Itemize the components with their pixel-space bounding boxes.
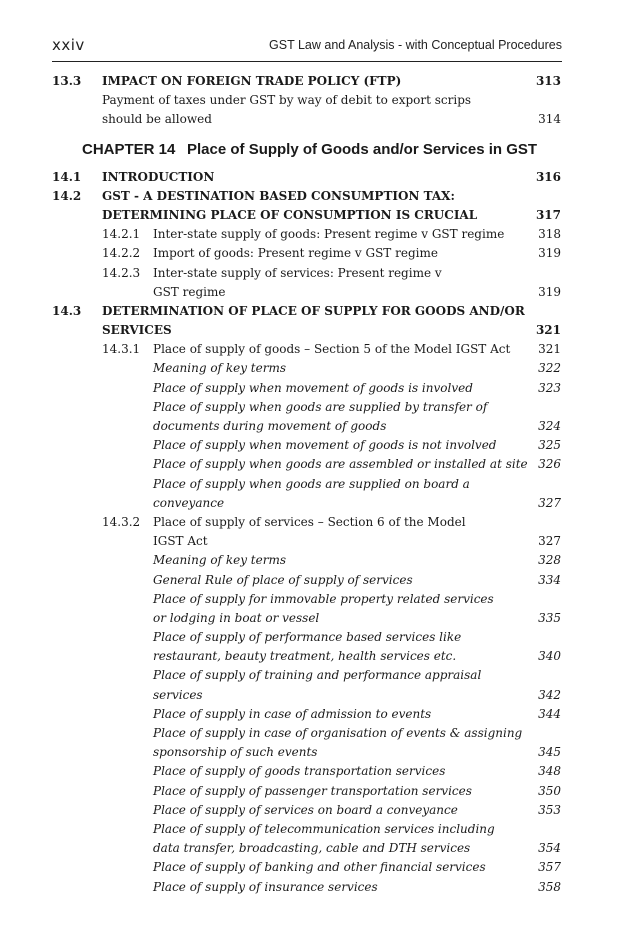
toc-entry[interactable] bbox=[0, 264, 638, 283]
toc-entry[interactable] bbox=[0, 532, 638, 551]
page-ref: 358 bbox=[538, 879, 561, 894]
entry-title: Inter-state supply of services: Present regime v bbox=[153, 265, 442, 280]
toc-entry[interactable] bbox=[0, 820, 638, 839]
entry-title: should be allowed bbox=[102, 112, 212, 127]
page-ref: 353 bbox=[538, 802, 561, 817]
entry-title: documents during movement of goods bbox=[153, 419, 387, 433]
entry-title: DETERMINING PLACE OF CONSUMPTION IS CRUCIAL bbox=[102, 207, 478, 222]
entry-title: Place of supply of goods transportation services bbox=[153, 764, 446, 779]
toc-entry[interactable] bbox=[0, 475, 638, 494]
entry-title: Place of supply in case of organisation of events & assigning bbox=[153, 726, 523, 740]
toc-entry[interactable] bbox=[0, 91, 638, 110]
toc-entry[interactable] bbox=[0, 647, 638, 666]
page-ref: 345 bbox=[538, 745, 561, 760]
page-ref: 354 bbox=[538, 841, 561, 856]
entry-title: Place of supply of insurance services bbox=[153, 879, 378, 894]
entry-title: Place of supply of performance based services like bbox=[153, 630, 462, 645]
toc-entry[interactable] bbox=[0, 436, 638, 455]
toc-entry[interactable] bbox=[0, 782, 638, 801]
page-ref: 327 bbox=[538, 534, 561, 549]
toc-entry[interactable] bbox=[0, 225, 638, 244]
entry-title: Place of supply of telecommunication services including bbox=[153, 821, 495, 836]
toc-entry[interactable] bbox=[0, 302, 638, 321]
toc-entry[interactable] bbox=[0, 551, 638, 570]
toc-entry[interactable] bbox=[0, 417, 638, 436]
entry-title: Place of supply when movement of goods is not involved bbox=[153, 438, 497, 453]
page-ref: 319 bbox=[538, 246, 561, 261]
toc-entry[interactable] bbox=[0, 609, 638, 628]
entry-title: Place of supply of passenger transportation services bbox=[153, 783, 472, 798]
toc-entry[interactable] bbox=[0, 359, 638, 378]
toc-entry[interactable] bbox=[0, 398, 638, 417]
page-ref: 319 bbox=[538, 284, 561, 299]
page-ref: 321 bbox=[538, 342, 561, 357]
section-number: 14.3 bbox=[52, 303, 82, 318]
page-ref: 350 bbox=[538, 783, 561, 798]
chapter-label: CHAPTER 14 bbox=[82, 140, 176, 158]
page-ref: 327 bbox=[538, 495, 561, 510]
page-ref: 322 bbox=[538, 361, 561, 376]
toc-entry[interactable] bbox=[0, 513, 638, 532]
toc-entry[interactable] bbox=[0, 72, 638, 91]
page-ref: 314 bbox=[538, 112, 561, 127]
toc-entry[interactable] bbox=[0, 283, 638, 302]
entry-title: Import of goods: Present regime v GST regime bbox=[153, 246, 438, 261]
entry-title: Place of supply of banking and other financial services bbox=[153, 860, 486, 875]
entry-title: Payment of taxes under GST by way of debit to export scrips bbox=[102, 93, 472, 108]
toc-entry[interactable] bbox=[0, 839, 638, 858]
toc-entry[interactable] bbox=[0, 666, 638, 685]
subsection-number: 14.3.2 bbox=[102, 514, 141, 529]
entry-title: Place of supply of services – Section 6 of the Model bbox=[153, 514, 466, 529]
chapter-title: Place of Supply of Goods and/or Services in GST bbox=[187, 140, 538, 158]
entry-title: Place of supply when goods are supplied by transfer of bbox=[153, 399, 488, 414]
entry-title: IMPACT ON FOREIGN TRADE POLICY (FTP) bbox=[102, 74, 402, 88]
toc-entry[interactable] bbox=[0, 590, 638, 609]
entry-title: Place of supply for immovable property related services bbox=[153, 591, 494, 606]
toc-entry[interactable] bbox=[0, 743, 638, 762]
section-number: 14.1 bbox=[52, 169, 82, 184]
page-ref: 334 bbox=[538, 572, 561, 587]
toc-entry[interactable] bbox=[0, 571, 638, 590]
page-ref: 324 bbox=[538, 419, 561, 433]
chapter-heading bbox=[0, 136, 638, 168]
entry-title: Meaning of key terms bbox=[153, 361, 286, 376]
entry-title: or lodging in boat or vessel bbox=[153, 610, 320, 625]
entry-title: GST - A DESTINATION BASED CONSUMPTION TAX: bbox=[102, 188, 455, 203]
page-ref: 325 bbox=[538, 438, 561, 453]
entry-title: INTRODUCTION bbox=[102, 169, 215, 184]
header-rule bbox=[52, 61, 562, 62]
toc-entry[interactable] bbox=[0, 206, 638, 225]
entry-title: Place of supply when goods are supplied on board a bbox=[153, 476, 470, 491]
toc-entry[interactable] bbox=[0, 858, 638, 877]
page-ref: 317 bbox=[535, 207, 561, 222]
toc-entry[interactable] bbox=[0, 724, 638, 743]
page-ref: 318 bbox=[538, 227, 561, 242]
toc-entry[interactable] bbox=[0, 705, 638, 724]
entry-title: Meaning of key terms bbox=[153, 553, 286, 568]
page-number: xxiv bbox=[52, 36, 85, 54]
entry-title: Place of supply of goods – Section 5 of the Model IGST Act bbox=[153, 342, 511, 357]
entry-title: IGST Act bbox=[153, 534, 208, 549]
page-ref: 316 bbox=[535, 169, 561, 184]
page-ref: 335 bbox=[538, 610, 561, 625]
entry-title: data transfer, broadcasting, cable and DTH services bbox=[153, 841, 471, 856]
toc-entry[interactable] bbox=[0, 244, 638, 263]
toc-entry[interactable] bbox=[0, 801, 638, 820]
entry-title: Place of supply when goods are assembled or installed at site bbox=[153, 457, 528, 472]
toc-entry[interactable] bbox=[0, 686, 638, 705]
entry-title: conveyance bbox=[153, 495, 225, 510]
toc-entry[interactable] bbox=[0, 168, 638, 187]
entry-title: DETERMINATION OF PLACE OF SUPPLY FOR GOODS AND/OR bbox=[102, 303, 525, 318]
toc-entry[interactable] bbox=[0, 455, 638, 474]
page-ref: 357 bbox=[538, 860, 561, 875]
page-ref: 328 bbox=[538, 553, 561, 568]
table-of-contents bbox=[0, 72, 638, 897]
toc-entry[interactable] bbox=[0, 379, 638, 398]
page-ref: 344 bbox=[538, 706, 561, 721]
entry-title: Place of supply of services on board a conveyance bbox=[153, 802, 458, 817]
subsection-number: 14.2.1 bbox=[102, 227, 141, 242]
subsection-number: 14.2.3 bbox=[102, 265, 141, 280]
entry-title: Place of supply of training and performance appraisal bbox=[153, 668, 482, 683]
entry-title: GST regime bbox=[153, 284, 226, 299]
toc-entry[interactable] bbox=[0, 187, 638, 206]
subsection-number: 14.2.2 bbox=[102, 246, 141, 261]
subsection-number: 14.3.1 bbox=[102, 342, 141, 357]
toc-entry[interactable] bbox=[0, 494, 638, 513]
toc-entry[interactable] bbox=[0, 110, 638, 129]
page-ref: 348 bbox=[538, 764, 561, 779]
entry-title: SERVICES bbox=[102, 323, 172, 338]
running-title: GST Law and Analysis - with Conceptual Procedures bbox=[269, 38, 562, 52]
entry-title: restaurant, beauty treatment, health services etc. bbox=[153, 649, 457, 664]
page-ref: 326 bbox=[538, 457, 561, 472]
entry-title: General Rule of place of supply of services bbox=[153, 572, 413, 587]
entry-title: Inter-state supply of goods: Present regime v GST regime bbox=[153, 227, 505, 242]
entry-title: Place of supply when movement of goods is involved bbox=[153, 380, 473, 395]
section-number: 13.3 bbox=[52, 74, 82, 88]
toc-entry[interactable] bbox=[0, 762, 638, 781]
section-number: 14.2 bbox=[52, 188, 82, 203]
page-ref: 321 bbox=[535, 323, 561, 338]
page-ref: 342 bbox=[538, 687, 561, 702]
entry-title: Place of supply in case of admission to events bbox=[153, 706, 432, 721]
page-ref: 313 bbox=[535, 74, 561, 88]
entry-title: sponsorship of such events bbox=[153, 745, 318, 760]
toc-entry[interactable] bbox=[0, 340, 638, 359]
page-ref: 323 bbox=[538, 380, 561, 395]
page-ref: 340 bbox=[538, 649, 561, 664]
toc-entry[interactable] bbox=[0, 321, 638, 340]
entry-title: services bbox=[153, 687, 203, 702]
toc-entry[interactable] bbox=[0, 628, 638, 647]
toc-entry[interactable] bbox=[0, 878, 638, 897]
